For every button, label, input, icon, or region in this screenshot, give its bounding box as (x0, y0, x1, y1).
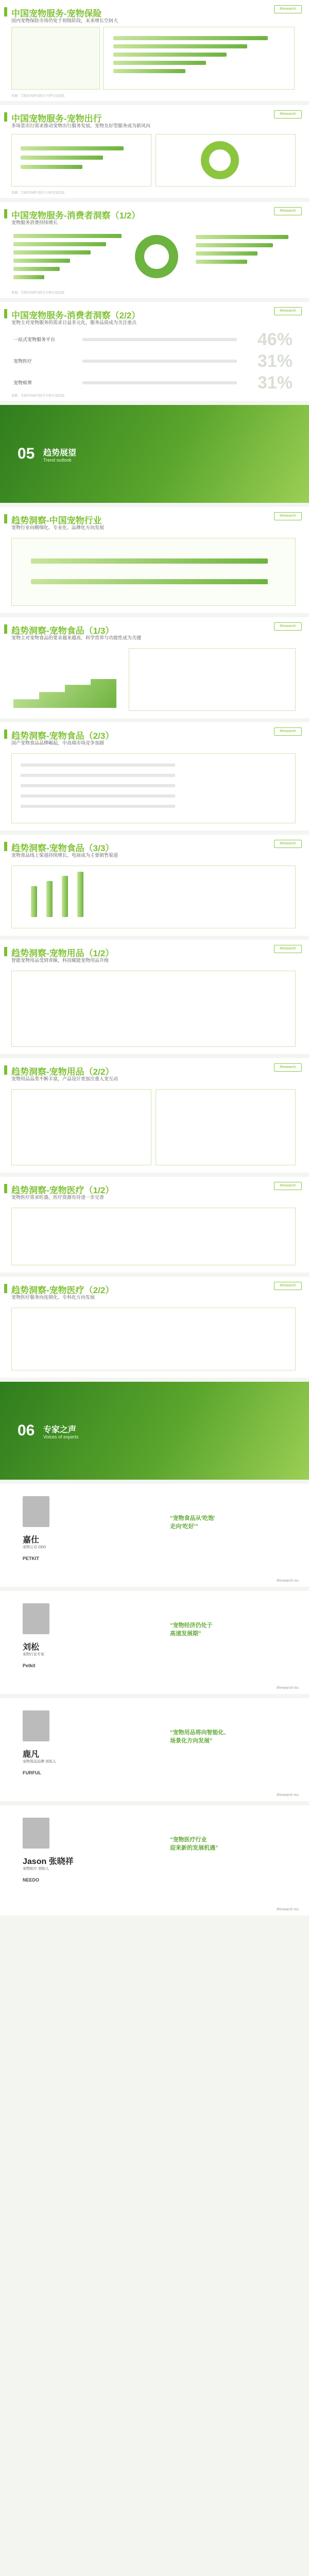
item-percent: 31% (258, 351, 293, 371)
section-title: 专家之声 (43, 1426, 77, 1434)
slide-title: 趋势洞察-宠物食品（2/3） (11, 731, 114, 741)
title-marker (4, 112, 7, 122)
slide-subtitle: 宠物主对宠物服务的需求日益多元化，服务品质成为关注重点 (11, 320, 137, 325)
slide-title: 趋势洞察-宠物食品（1/3） (11, 626, 114, 636)
section-06-cover (0, 1382, 309, 1480)
food-table-panel (129, 648, 296, 711)
slide-title: 趋势洞察-宠物用品（1/2） (11, 948, 114, 958)
list-row (21, 794, 175, 798)
expert-avatar (23, 1710, 49, 1741)
bar (113, 36, 268, 40)
expert-avatar (23, 1603, 49, 1634)
expert-quote-line: “宠物用品将向智能化、 (170, 1730, 230, 1736)
bar (196, 235, 288, 239)
brand-logo: iResearch (274, 512, 302, 520)
item-percent: 46% (258, 330, 293, 349)
title-marker (4, 947, 7, 956)
expert-title: 宠物用品品牌 创始人 (23, 1760, 56, 1764)
expert-name: 刘松 (23, 1643, 40, 1652)
slide-title: 中国宠物服务-消费者洞察（1/2） (11, 211, 141, 221)
brand-logo: iResearch (274, 110, 302, 118)
bar (113, 44, 247, 48)
bar (196, 260, 247, 264)
expert-quote-line: “宠物医疗行业 (170, 1837, 207, 1843)
title-marker (4, 514, 7, 523)
expert-card (0, 1698, 309, 1801)
watermark: iResearch Inc. (277, 1793, 300, 1797)
expert-company-logo: Petkit (23, 1663, 36, 1668)
expert-quote-line: “宠物经济仍处于 (170, 1622, 213, 1629)
bar (62, 876, 68, 917)
brand-logo: iResearch (274, 1182, 302, 1190)
bar (113, 61, 206, 65)
title-marker (4, 1184, 7, 1193)
slide-pet-travel (0, 105, 309, 198)
slide-subtitle: 宠物医疗服务向连锁化、专科化方向发展 (11, 1295, 95, 1300)
item-label: 宠物殡葬 (13, 380, 32, 385)
expert-name: 鹿凡 (23, 1750, 40, 1759)
expert-card (0, 1805, 309, 1916)
slide-trend-medical-1 (0, 1177, 309, 1273)
section-number: 06 (18, 1422, 35, 1439)
food-chart-panel (11, 866, 296, 928)
list-row (21, 764, 175, 767)
slide-title: 趋势洞察-宠物医疗（2/2） (11, 1285, 114, 1295)
expert-name: Jason 张晓祥 (23, 1857, 74, 1866)
supplies-chart-panel (11, 971, 296, 1047)
slide-subtitle: 多场景出行需求推动宠物出行服务发展，宠物友好型服务成为新风向 (11, 123, 151, 128)
slide-trend-supplies-1 (0, 940, 309, 1054)
expert-company-logo: PETKIT (23, 1556, 40, 1561)
travel-panel-left (11, 134, 151, 187)
bar (13, 250, 91, 255)
slide-consumer-insight-1 (0, 202, 309, 298)
slide-footer: 来源：艾瑞咨询研究院自主研究及绘制。 (11, 192, 67, 195)
section-number: 05 (18, 445, 35, 462)
expert-title: 宠物医疗 创始人 (23, 1867, 49, 1871)
slide-trend-food-3 (0, 835, 309, 936)
slide-footer: 来源：艾瑞咨询研究院自主研究及绘制。 (11, 395, 67, 398)
brand-logo: iResearch (274, 622, 302, 631)
section-subtitle: Trend outlook (43, 457, 72, 463)
brand-logo: iResearch (274, 840, 302, 848)
bar (77, 872, 83, 917)
medical-panel (11, 1208, 296, 1265)
bar (113, 69, 185, 73)
expert-title: 宠物公司 CEO (23, 1546, 46, 1549)
bar (46, 881, 53, 917)
trend-arrow (31, 558, 268, 564)
section-subtitle: Voices of experts (43, 1434, 79, 1439)
bar (196, 243, 273, 247)
expert-quote-line: 迎来新的发展机遇” (170, 1845, 218, 1851)
expert-title: 宠物行业专家 (23, 1653, 44, 1656)
expert-company-logo: NEEDO (23, 1877, 40, 1883)
list-row (21, 774, 175, 777)
slide-trend-food-2 (0, 722, 309, 831)
trend-panel (11, 538, 296, 606)
slide-trend-medical-2 (0, 1277, 309, 1378)
expert-card (0, 1591, 309, 1694)
medical-panel (11, 1308, 296, 1370)
slide-title: 趋势洞察-宠物医疗（1/2） (11, 1185, 114, 1195)
bar (13, 259, 70, 263)
title-marker (4, 842, 7, 851)
item-bar (82, 360, 237, 363)
slide-subtitle: 智能宠物用品受到青睐，科技赋能宠物用品升级 (11, 958, 109, 963)
slide-pet-insurance (0, 0, 309, 101)
brand-logo: iResearch (274, 207, 302, 215)
title-marker (4, 7, 7, 16)
item-label: 一站式宠物服务平台 (13, 337, 56, 342)
expert-avatar (23, 1818, 49, 1849)
title-marker (4, 1284, 7, 1293)
brand-logo: iResearch (274, 727, 302, 736)
bar (13, 242, 106, 246)
bar (13, 234, 122, 238)
watermark: iResearch Inc. (277, 1908, 300, 1911)
brand-logo: iResearch (274, 945, 302, 953)
bar (13, 275, 44, 279)
expert-avatar (23, 1496, 49, 1527)
bar (21, 156, 103, 160)
section-title: 趋势展望 (43, 449, 77, 457)
slide-consumer-insight-2 (0, 302, 309, 401)
expert-quote-line: 场景化方向发展” (170, 1738, 213, 1744)
brand-logo: iResearch (274, 307, 302, 315)
list-row (21, 784, 175, 787)
slide-title: 趋势洞察-中国宠物行业 (11, 516, 102, 526)
expert-card (0, 1484, 309, 1587)
expert-quote-line: 高速发展期” (170, 1631, 201, 1637)
slide-title: 趋势洞察-宠物用品（2/2） (11, 1067, 114, 1077)
slide-subtitle: 国产宠物食品品牌崛起，中高端市场竞争加剧 (11, 740, 105, 745)
slide-trend-industry (0, 507, 309, 613)
slide-subtitle: 宠物服务消费持续增长 (11, 220, 58, 225)
item-percent: 31% (258, 373, 293, 393)
item-label: 宠物医疗 (13, 359, 32, 364)
slide-title: 趋势洞察-宠物食品（3/3） (11, 843, 114, 853)
slide-subtitle: 宠物医疗需求旺盛，医疗资源有待进一步完善 (11, 1195, 105, 1200)
slide-footer: 来源：艾瑞咨询研究院自主研究及绘制。 (11, 95, 67, 98)
expert-company-logo: FURFUL (23, 1770, 41, 1775)
supplies-panel-right (156, 1089, 296, 1165)
staircase-graphic (13, 679, 116, 708)
bar (31, 886, 37, 917)
slide-title: 中国宠物服务-宠物保险 (11, 9, 102, 19)
section-05-cover (0, 405, 309, 503)
slide-subtitle: 宠物用品品类不断丰富，产品设计更加注重人宠互动 (11, 1076, 118, 1081)
slide-subtitle: 宠物主对宠物食品的要求越来越高，科学营养与功能性成为关键 (11, 635, 142, 640)
slide-subtitle: 国内宠物保险市场仍处于初级阶段，未来增长空间大 (11, 18, 118, 23)
list-row (21, 805, 175, 808)
trend-arrow (31, 579, 268, 584)
slide-subtitle: 宠物食品线上渠道持续增长，电商成为主要销售渠道 (11, 853, 118, 858)
brand-logo: iResearch (274, 1282, 302, 1290)
bar (13, 267, 60, 271)
title-marker (4, 730, 7, 739)
bar (113, 53, 227, 57)
donut-chart (201, 141, 239, 179)
slide-title: 中国宠物服务-消费者洞察（2/2） (11, 311, 141, 320)
slide-trend-supplies-2 (0, 1058, 309, 1173)
bar (21, 165, 82, 169)
watermark: iResearch Inc. (277, 1686, 300, 1690)
slide-title: 中国宠物服务-宠物出行 (11, 114, 102, 124)
slide-trend-food-1 (0, 617, 309, 718)
brand-logo: iResearch (274, 1063, 302, 1072)
insurance-panel (11, 27, 100, 90)
title-marker (4, 309, 7, 318)
watermark: iResearch Inc. (277, 1579, 300, 1583)
slide-footer: 来源：艾瑞咨询研究院自主研究及绘制。 (11, 292, 67, 295)
supplies-panel-left (11, 1089, 151, 1165)
title-marker (4, 209, 7, 218)
expert-quote-line: “宠物食品从'吃饱' (170, 1515, 215, 1521)
slide-subtitle: 宠物行业向精细化、专业化、品牌化方向发展 (11, 525, 105, 530)
bar (196, 251, 258, 256)
item-bar (82, 338, 237, 341)
expert-quote-line: 走向'吃好'” (170, 1523, 198, 1530)
expert-name: 嘉仕 (23, 1536, 40, 1545)
title-marker (4, 624, 7, 634)
donut-chart (135, 235, 178, 278)
item-bar (82, 381, 237, 384)
title-marker (4, 1065, 7, 1075)
bar (21, 146, 124, 150)
brand-logo: iResearch (274, 5, 302, 13)
